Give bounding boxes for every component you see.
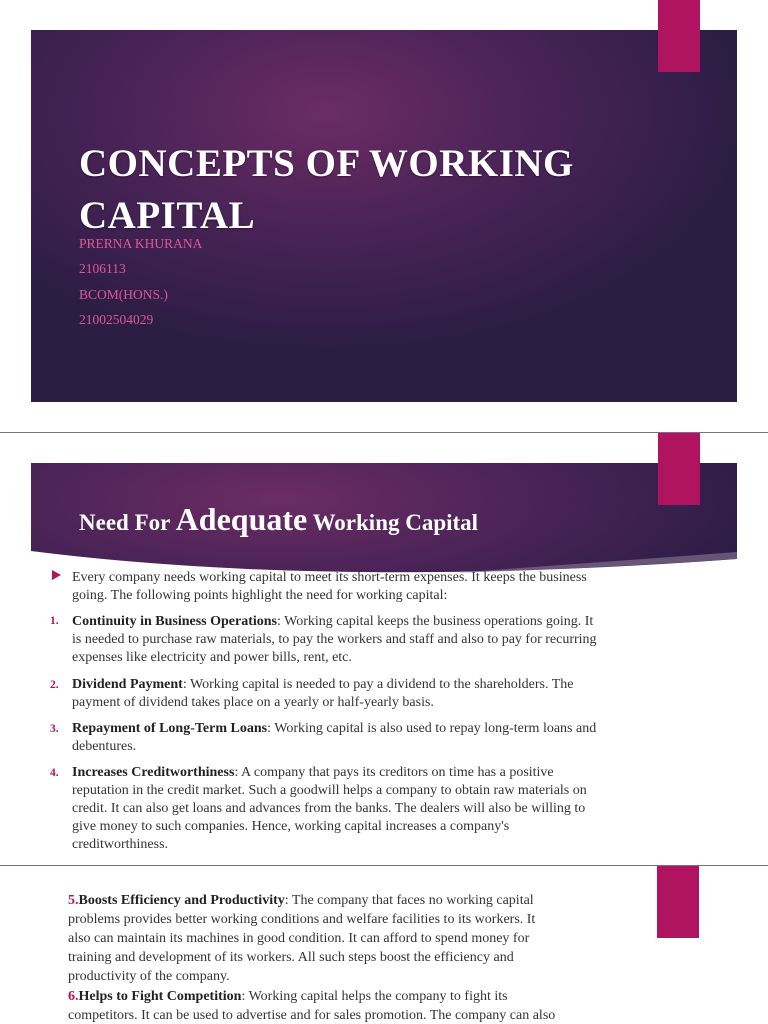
list-item: Increases Creditworthiness: A company that pays its creditors on time has a positive [72,765,554,780]
list-item-line: debentures. [72,739,137,754]
title-panel [31,30,737,402]
list-number: 4. [50,767,59,779]
list-item-line: problems provides better working conditions and welfare facilities to its workers. It [68,912,536,927]
content-slide [0,433,768,865]
list-item-line: competitors. It can be used to advertise and for sales promotion. The company can also [68,1008,556,1023]
list-item: Dividend Payment: Working capital is needed to pay a dividend to the shareholders. The [72,677,574,692]
list-number: 1. [50,615,59,627]
accent-tab [657,866,699,938]
list-item-line: creditworthiness. [72,837,169,852]
accent-tab [658,433,700,505]
intro-line: Every company needs working capital to meet its short-term expenses. It keeps the business [72,570,587,585]
list-item-line: reputation in the credit market. Such a goodwill helps a company to obtain raw materials on [72,783,587,798]
list-item-line: payment of dividend takes place on a yearly or half-yearly basis. [72,695,434,710]
list-item-line: give money to such companies. Hence, working capital increases a company's [72,819,510,834]
title-slide [0,0,768,432]
list-number: 3. [50,723,59,735]
list-item: Continuity in Business Operations: Working capital keeps the business operations going. It [72,614,594,629]
course-name: BCOM(HONS.) [79,287,168,302]
list-item-line: credit. It can also get loans and advances from the banks. The dealers will also be willing to [72,801,586,816]
slide-title: Need For Adequate Working Capital [79,501,479,537]
list-item: 5.Boosts Efficiency and Productivity: The company that faces no working capital [68,893,534,908]
list-item: 6.Helps to Fight Competition: Working capital helps the company to fight its [68,989,508,1004]
list-item-line: productivity of the company. [68,969,230,984]
presentation-title: CONCEPTS OF WORKING CAPITAL [79,142,574,237]
list-number: 2. [50,679,59,691]
author-name: PRERNA KHURANA [79,236,203,251]
accent-tab [658,0,700,72]
list-item-line: training and development of its workers. All such steps boost the efficiency and [68,950,514,965]
list-item-line: also can maintain its machines in good condition. It can afford to spend money for [68,931,530,946]
roll-number: 2106113 [79,261,126,276]
continuation-slide [0,866,768,1024]
enrollment-number: 21002504029 [79,312,154,327]
list-item-line: expenses like electricity and power bills, rent, etc. [72,650,352,665]
list-item: Repayment of Long-Term Loans: Working capital is also used to repay long-term loans and [72,721,597,736]
intro-line: going. The following points highlight the need for working capital: [72,588,448,603]
bullet-arrow-icon [52,570,61,580]
list-item-line: is needed to purchase raw materials, to pay the workers and staff and also to pay for recurring [72,632,597,647]
